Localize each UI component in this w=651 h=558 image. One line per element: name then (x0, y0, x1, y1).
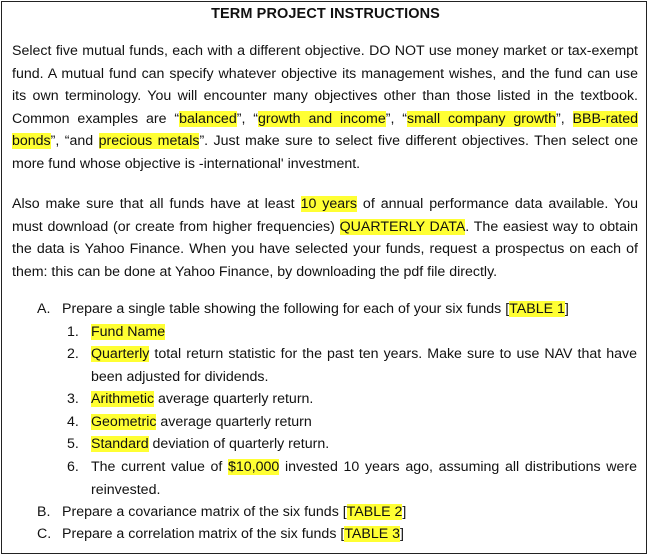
highlight-geometric: Geometric (91, 414, 157, 430)
sublist-number-4: 4. (67, 414, 79, 430)
highlight-small-company-growth: small company growth (406, 110, 556, 127)
list-item-c-text: Prepare a correlation matrix of the six funds [ (62, 526, 345, 542)
list-item-b (62, 501, 637, 524)
p2-text-c: . The easiest way to obtain the data is Yahoo Finance. When you have selected your funds, request a prospectus on each of them: this can be done at Yahoo Finance, by downloading the pdf file directly. (12, 218, 639, 280)
highlight-growth-and-income: growth and income (257, 110, 386, 127)
list-letter-b: B. (37, 504, 51, 520)
list-letter-a: A. (37, 301, 51, 317)
highlight-10000: $10,000 (228, 459, 280, 475)
sublist-item-4 (91, 411, 637, 434)
sublist-number-1: 1. (67, 324, 79, 340)
list-item-b-text: Prepare a covariance matrix of the six funds [ (62, 504, 347, 520)
sublist-item-3 (91, 388, 637, 411)
sublist-item-4-rest: average quarterly return (156, 414, 312, 430)
sublist-item-6 (91, 456, 637, 501)
sublist-number-5: 5. (67, 436, 79, 452)
sublist-number-3: 3. (67, 391, 79, 407)
p1-text-e: ”, “and (50, 133, 99, 149)
sublist-number-2: 2. (67, 346, 79, 362)
p1-text-c: ”, “ (385, 110, 407, 127)
highlight-bbb-rated-bonds: BBB-rated bonds (12, 110, 638, 149)
sublist-item-2 (91, 343, 637, 388)
highlight-table-2: TABLE 2 (346, 504, 403, 520)
highlight-table-3: TABLE 3 (344, 526, 401, 542)
list-letter-c: C. (37, 526, 52, 542)
highlight-quarterly: Quarterly (91, 346, 150, 362)
highlight-arithmetic: Arithmetic (91, 391, 155, 407)
sublist-item-5-rest: deviation of quarterly return. (148, 436, 330, 452)
sublist-item-1 (91, 321, 637, 344)
paragraph-fund-selection (12, 40, 638, 175)
sublist-number-6: 6. (67, 459, 79, 475)
document-title: TERM PROJECT INSTRUCTIONS (211, 6, 440, 22)
sublist-item-2-rest: total return statistic for the past ten years. Make sure to use NAV that have been adjusted for dividends. (91, 346, 637, 385)
p1-text-b: ”, “ (236, 110, 258, 127)
list-item-a-end: ] (564, 301, 569, 317)
p2-text-b: of annual performance data available. You must download (or create from higher frequencies) (12, 196, 638, 235)
highlight-balanced: balanced (179, 110, 237, 127)
highlight-fund-name: Fund Name (91, 324, 166, 340)
highlight-precious-metals: precious metals (98, 133, 200, 149)
sublist-item-6-pre: The current value of (91, 459, 229, 475)
sublist-item-6-rest: invested 10 years ago, assuming all distributions were reinvested. (91, 459, 637, 498)
list-item-b-end: ] (402, 504, 407, 520)
highlight-10-years: 10 years (300, 196, 357, 212)
list-item-c-end: ] (400, 526, 404, 542)
highlight-standard: Standard (91, 436, 149, 452)
p1-text-f: ”. Just make sure to select five different objectives. Then select one more fund whose objective is -international' investment. (12, 133, 639, 172)
paragraph-data-requirements (12, 193, 638, 283)
p1-text-d: ”, (555, 110, 573, 127)
list-item-c (62, 523, 637, 546)
p2-text-a: Also make sure that all funds have at least (12, 196, 301, 212)
highlight-table-1: TABLE 1 (509, 301, 565, 317)
highlight-quarterly-data: QUARTERLY DATA (339, 218, 466, 235)
sublist-item-3-rest: average quarterly return. (154, 391, 314, 407)
p1-text-a: Select five mutual funds, each with a different objective. DO NOT use money market or tax-exempt fund. A mutual fund can specify whatever objective its management wishes, and the fund can use its own terminology. You will encounter many objectives other than those listed in the textbook. Common examples are “ (12, 43, 638, 127)
list-item-a-text: Prepare a single table showing the following for each of your six funds [ (62, 301, 510, 317)
sublist-item-5 (91, 433, 637, 456)
list-item-a (62, 298, 637, 321)
